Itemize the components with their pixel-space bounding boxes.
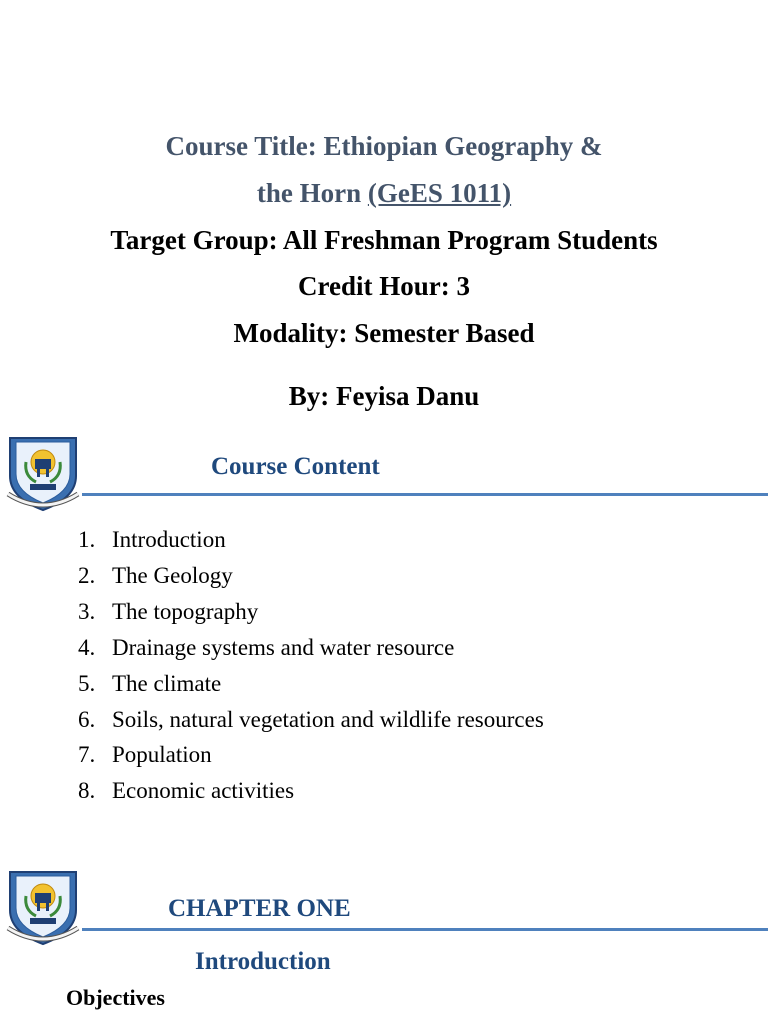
section-divider-1 bbox=[82, 493, 768, 496]
modality: Modality: Semester Based bbox=[233, 318, 535, 348]
list-label: Drainage systems and water resource bbox=[112, 634, 455, 660]
course-title-prefix: the Horn bbox=[256, 178, 368, 208]
course-content-heading: Course Content bbox=[211, 453, 380, 480]
course-content-list bbox=[78, 522, 544, 809]
list-item bbox=[78, 558, 544, 594]
objectives-heading: Objectives bbox=[66, 985, 165, 1010]
list-label: Soils, natural vegetation and wildlife resources bbox=[112, 706, 544, 732]
course-title-line-1: Course Title: Ethiopian Geography & bbox=[165, 131, 603, 161]
list-item bbox=[78, 773, 544, 809]
list-label: The climate bbox=[112, 670, 222, 696]
list-number: 6. bbox=[78, 706, 96, 732]
university-logo-1 bbox=[4, 432, 82, 514]
list-item bbox=[78, 630, 544, 666]
target-group: Target Group: All Freshman Program Students bbox=[110, 225, 658, 255]
list-item bbox=[78, 666, 544, 702]
list-number: 1. bbox=[78, 527, 96, 552]
author: By: Feyisa Danu bbox=[288, 381, 480, 411]
list-label: Population bbox=[112, 742, 212, 768]
list-label: Introduction bbox=[112, 527, 226, 552]
list-number: 7. bbox=[78, 742, 96, 768]
university-logo-2 bbox=[4, 866, 82, 948]
list-number: 8. bbox=[78, 778, 96, 804]
list-item bbox=[78, 522, 544, 558]
jimma-university-seal-icon bbox=[8, 872, 78, 944]
credit-hour: Credit Hour: 3 bbox=[298, 271, 470, 301]
list-number: 2. bbox=[78, 562, 96, 588]
section-divider-2 bbox=[82, 928, 768, 931]
list-number: 3. bbox=[78, 598, 96, 624]
list-number: 4. bbox=[78, 634, 96, 660]
chapter-subheading: Introduction bbox=[195, 948, 331, 975]
list-item bbox=[78, 702, 544, 738]
list-label: The Geology bbox=[112, 562, 233, 588]
list-label: Economic activities bbox=[112, 778, 295, 804]
jimma-university-seal-icon bbox=[8, 438, 78, 510]
list-label: The topography bbox=[112, 598, 259, 624]
list-number: 5. bbox=[78, 670, 96, 696]
course-code-link[interactable]: (GeES 1011) bbox=[367, 178, 512, 208]
list-item bbox=[78, 737, 544, 773]
list-item bbox=[78, 594, 544, 630]
chapter-heading: CHAPTER ONE bbox=[168, 895, 351, 922]
course-title-line-2 bbox=[0, 178, 768, 209]
